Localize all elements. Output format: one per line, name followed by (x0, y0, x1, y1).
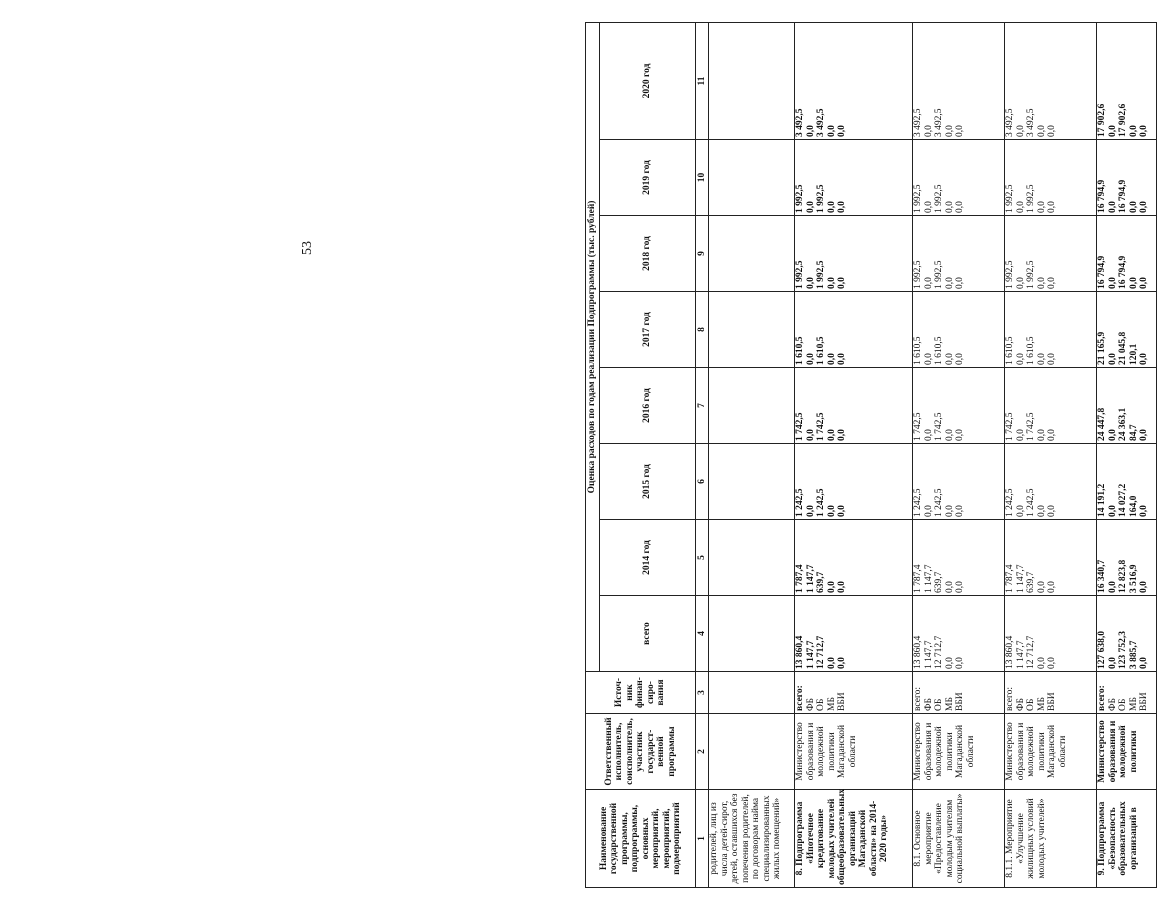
amount-cell: 12 712,7 (934, 635, 944, 669)
amount-cell: 3 492,5 (1005, 108, 1015, 137)
year-values (795, 216, 913, 292)
amount-cell: 0,0 (1139, 277, 1149, 289)
amount-cell: 0,0 (1036, 201, 1047, 213)
column-index: 3 (696, 672, 709, 714)
total-values (913, 596, 1005, 672)
section-executor: Министерство образования и молодежной политики (1097, 714, 1157, 790)
amount-cell: 1 242,5 (795, 488, 805, 517)
funding-source: всего: (1097, 685, 1107, 711)
header-year: 2020 год (600, 22, 696, 139)
amount-cell: 13 860,4 (1005, 635, 1015, 669)
amount-cell: 16 794,9 (1118, 255, 1128, 289)
amount-cell: 1 242,5 (1005, 488, 1015, 517)
amount-cell: 0,0 (1139, 505, 1149, 517)
amount-cell: 17 902,6 (1118, 103, 1128, 137)
column-index: 7 (696, 368, 709, 444)
amount-cell: 0,0 (1036, 125, 1047, 137)
year-values (795, 140, 913, 216)
amount-cell: 1 742,5 (1005, 412, 1015, 441)
funding-source: ОБ (1118, 698, 1128, 711)
amount-cell: 16 340,7 (1097, 559, 1107, 593)
column-index: 11 (696, 22, 709, 139)
amount-cell: 0,0 (923, 353, 934, 365)
amount-cell: 0,0 (805, 277, 816, 289)
amount-cell: 0,0 (955, 657, 965, 669)
year-values (1005, 444, 1097, 520)
amount-cell: 1 242,5 (816, 488, 826, 517)
amount-cell: 0,0 (944, 581, 955, 593)
amount-cell: 0,0 (923, 505, 934, 517)
funding-source: ОБ (816, 698, 826, 711)
amount-cell: 123 752,3 (1118, 631, 1128, 669)
funding-source: МБ (826, 697, 837, 711)
amount-cell: 1 992,5 (913, 260, 923, 289)
amount-cell: 3 492,5 (816, 108, 826, 137)
amount-cell: 0,0 (955, 429, 965, 441)
amount-cell: 0,0 (1015, 201, 1026, 213)
amount-cell: 0,0 (1036, 581, 1047, 593)
amount-cell: 1 610,5 (816, 336, 826, 365)
year-values (795, 444, 913, 520)
amount-cell: 3 492,5 (795, 108, 805, 137)
header-name: Наименование государственной программы, подпрограммы, основных мероприятий, мероприятий, подмероприятий (586, 790, 696, 888)
amount-cell: 1 610,5 (795, 336, 805, 365)
amount-cell: 1 992,5 (913, 184, 923, 213)
amount-cell: 0,0 (1047, 125, 1057, 137)
column-index: 10 (696, 140, 709, 216)
column-index: 4 (696, 596, 709, 672)
column-index: 5 (696, 520, 709, 596)
amount-cell: 84,7 (1128, 424, 1139, 441)
year-values (1005, 216, 1097, 292)
amount-cell: 3 885,7 (1128, 640, 1139, 669)
amount-cell: 0,0 (955, 201, 965, 213)
year-values (1005, 368, 1097, 444)
amount-cell: 0,0 (944, 201, 955, 213)
amount-cell: 0,0 (1139, 657, 1149, 669)
section-name: 9. Подпрограмма «Безопасность образовательных организаций в (1097, 790, 1157, 888)
amount-cell: 1 742,5 (816, 412, 826, 441)
column-index: 6 (696, 444, 709, 520)
year-values (795, 22, 913, 139)
amount-cell: 0,0 (1036, 657, 1047, 669)
amount-cell: 0,0 (1107, 277, 1118, 289)
amount-cell: 1 742,5 (913, 412, 923, 441)
section-name: 8.1. Основное мероприятие «Предоставление молодым учителям социальной выплаты» (913, 790, 1005, 888)
funding-source: МБ (1128, 697, 1139, 711)
year-values (795, 368, 913, 444)
amount-cell: 0,0 (1128, 201, 1139, 213)
section-executor: Министерство образования и молодежной политики Магаданской области (913, 714, 1005, 790)
amount-cell: 0,0 (1036, 277, 1047, 289)
section-executor: Министерство образования и молодежной политики Магаданской области (795, 714, 913, 790)
header-executor: Ответственный исполнитель, соисполнитель, участник государст-венной программы (586, 714, 696, 790)
year-values (1097, 140, 1157, 216)
amount-cell: 0,0 (805, 201, 816, 213)
amount-cell: 0,0 (955, 581, 965, 593)
amount-cell: 14 027,2 (1118, 483, 1128, 517)
funding-source: МБ (1036, 697, 1047, 711)
funding-source: ВБИ (1047, 692, 1057, 711)
amount-cell: 0,0 (837, 657, 847, 669)
amount-cell: 0,0 (837, 125, 847, 137)
amount-cell: 1 147,7 (1015, 564, 1026, 593)
year-values (913, 444, 1005, 520)
total-values (795, 596, 913, 672)
amount-cell: 0,0 (1015, 429, 1026, 441)
header-year: 2018 год (600, 216, 696, 292)
sections-body (795, 22, 1157, 887)
funding-source: ОБ (934, 698, 944, 711)
amount-cell: 0,0 (837, 353, 847, 365)
header-total: всего (600, 596, 696, 672)
section-row (913, 22, 1005, 887)
amount-cell: 16 794,9 (1097, 179, 1107, 213)
amount-cell: 0,0 (1107, 581, 1118, 593)
budget-table-rotated (585, 23, 1149, 888)
amount-cell: 0,0 (955, 505, 965, 517)
amount-cell: 0,0 (1015, 353, 1026, 365)
year-values (1005, 22, 1097, 139)
amount-cell: 3 492,5 (913, 108, 923, 137)
amount-cell: 0,0 (1047, 581, 1057, 593)
amount-cell: 1 992,5 (934, 184, 944, 213)
continuation-text: родителей, лиц из числа детей-сирот, детей, оставшихся без попечения родителей, по договорам найма специализированных жилых помещений» (709, 790, 795, 888)
amount-cell: 0,0 (826, 201, 837, 213)
amount-cell: 1 610,5 (913, 336, 923, 365)
amount-cell: 1 992,5 (795, 184, 805, 213)
amount-cell: 0,0 (1107, 657, 1118, 669)
amount-cell: 3 492,5 (934, 108, 944, 137)
amount-cell: 1 147,7 (805, 564, 816, 593)
amount-cell: 0,0 (826, 505, 837, 517)
page-number: 53 (300, 241, 315, 255)
amount-cell: 1 787,4 (795, 564, 805, 593)
amount-cell: 0,0 (1036, 505, 1047, 517)
amount-cell: 0,0 (923, 125, 934, 137)
amount-cell: 0,0 (1047, 201, 1057, 213)
funding-sources (913, 672, 1005, 714)
section-row (795, 22, 913, 887)
funding-source: ОБ (1026, 698, 1036, 711)
amount-cell: 12 823,8 (1118, 559, 1128, 593)
amount-cell: 16 794,9 (1118, 179, 1128, 213)
amount-cell: 0,0 (1047, 657, 1057, 669)
amount-cell: 0,0 (826, 657, 837, 669)
header-year: 2014 год (600, 520, 696, 596)
header-estimate: Оценка расходов по годам реализации Подпрограммы (тыс. рублей) (586, 22, 600, 671)
amount-cell: 0,0 (1139, 201, 1149, 213)
amount-cell: 0,0 (1015, 277, 1026, 289)
section-name: 8. Подпрограмма «Ипотечное кредитование молодых учителей общеобразовательных организаций Магаданской области» на 2014-2020 годы» (795, 790, 913, 888)
column-index: 2 (696, 714, 709, 790)
header-year: 2016 год (600, 368, 696, 444)
funding-source: ФБ (1107, 698, 1118, 711)
amount-cell: 0,0 (1128, 277, 1139, 289)
amount-cell: 16 794,9 (1097, 255, 1107, 289)
amount-cell: 0,0 (1139, 429, 1149, 441)
amount-cell: 0,0 (1107, 125, 1118, 137)
amount-cell: 21 165,9 (1097, 331, 1107, 365)
year-values (1005, 140, 1097, 216)
year-values (1097, 292, 1157, 368)
amount-cell: 0,0 (955, 277, 965, 289)
funding-source: всего: (913, 686, 923, 711)
amount-cell: 0,0 (1128, 125, 1139, 137)
amount-cell: 0,0 (923, 429, 934, 441)
amount-cell: 1 147,7 (923, 640, 934, 669)
year-values (913, 292, 1005, 368)
amount-cell: 1 147,7 (1015, 640, 1026, 669)
year-values (1097, 368, 1157, 444)
amount-cell: 1 992,5 (1005, 184, 1015, 213)
amount-cell: 1 992,5 (795, 260, 805, 289)
amount-cell: 1 742,5 (795, 412, 805, 441)
amount-cell: 0,0 (944, 505, 955, 517)
amount-cell: 1 992,5 (934, 260, 944, 289)
amount-cell: 0,0 (826, 125, 837, 137)
amount-cell: 1 992,5 (1026, 260, 1036, 289)
amount-cell: 0,0 (1107, 353, 1118, 365)
section-row (1005, 22, 1097, 887)
amount-cell: 1 992,5 (1026, 184, 1036, 213)
amount-cell: 639,7 (934, 571, 944, 593)
year-values (795, 292, 913, 368)
amount-cell: 0,0 (805, 353, 816, 365)
year-values (913, 520, 1005, 596)
amount-cell: 0,0 (1036, 429, 1047, 441)
budget-table (585, 22, 1157, 888)
amount-cell: 0,0 (805, 125, 816, 137)
amount-cell: 1 787,4 (1005, 564, 1015, 593)
header-year: 2017 год (600, 292, 696, 368)
total-values (1005, 596, 1097, 672)
year-values (913, 22, 1005, 139)
year-values (795, 520, 913, 596)
year-values (1097, 22, 1157, 139)
amount-cell: 0,0 (837, 505, 847, 517)
amount-cell: 1 742,5 (934, 412, 944, 441)
amount-cell: 0,0 (826, 353, 837, 365)
year-values (1097, 216, 1157, 292)
amount-cell: 1 610,5 (1005, 336, 1015, 365)
amount-cell: 13 860,4 (795, 635, 805, 669)
amount-cell: 0,0 (1139, 581, 1149, 593)
amount-cell: 0,0 (923, 277, 934, 289)
year-values (1005, 520, 1097, 596)
amount-cell: 0,0 (1047, 353, 1057, 365)
amount-cell: 1 742,5 (1026, 412, 1036, 441)
section-executor: Министерство образования и молодежной политики Магаданской области (1005, 714, 1097, 790)
amount-cell: 13 860,4 (913, 635, 923, 669)
amount-cell: 120,1 (1128, 343, 1139, 365)
funding-source: ВБИ (955, 692, 965, 711)
amount-cell: 1 242,5 (913, 488, 923, 517)
amount-cell: 0,0 (837, 201, 847, 213)
amount-cell: 21 045,8 (1118, 331, 1128, 365)
amount-cell: 0,0 (805, 429, 816, 441)
amount-cell: 24 363,1 (1118, 407, 1128, 441)
funding-source: всего: (795, 685, 805, 711)
year-values (913, 368, 1005, 444)
amount-cell: 0,0 (826, 277, 837, 289)
amount-cell: 127 638,0 (1097, 631, 1107, 669)
amount-cell: 0,0 (826, 429, 837, 441)
amount-cell: 17 902,6 (1097, 103, 1107, 137)
year-values (1097, 520, 1157, 596)
amount-cell: 0,0 (923, 201, 934, 213)
amount-cell: 0,0 (837, 429, 847, 441)
amount-cell: 12 712,7 (1026, 635, 1036, 669)
section-name: 8.1.1. Мероприятие «Улучшение жилищных условий молодых учителей» (1005, 790, 1097, 888)
funding-sources (1097, 672, 1157, 714)
amount-cell: 1 242,5 (1026, 488, 1036, 517)
total-values (1097, 596, 1157, 672)
amount-cell: 3 492,5 (1026, 108, 1036, 137)
column-index: 1 (696, 790, 709, 888)
amount-cell: 12 712,7 (816, 635, 826, 669)
amount-cell: 1 992,5 (1005, 260, 1015, 289)
amount-cell: 1 610,5 (1026, 336, 1036, 365)
amount-cell: 1 610,5 (934, 336, 944, 365)
amount-cell: 0,0 (1047, 429, 1057, 441)
amount-cell: 164,0 (1128, 495, 1139, 517)
amount-cell: 639,7 (1026, 571, 1036, 593)
amount-cell: 0,0 (944, 353, 955, 365)
amount-cell: 0,0 (1139, 125, 1149, 137)
amount-cell: 0,0 (837, 277, 847, 289)
funding-source: ФБ (805, 698, 816, 711)
amount-cell: 0,0 (1015, 125, 1026, 137)
column-index: 9 (696, 216, 709, 292)
amount-cell: 0,0 (944, 657, 955, 669)
amount-cell: 0,0 (955, 353, 965, 365)
header-year: 2015 год (600, 444, 696, 520)
amount-cell: 0,0 (826, 581, 837, 593)
funding-source: ВБИ (837, 692, 847, 711)
amount-cell: 0,0 (1107, 201, 1118, 213)
amount-cell: 14 191,2 (1097, 483, 1107, 517)
amount-cell: 0,0 (805, 505, 816, 517)
year-values (1097, 444, 1157, 520)
year-values (913, 216, 1005, 292)
amount-cell: 1 787,4 (913, 564, 923, 593)
amount-cell: 1 242,5 (934, 488, 944, 517)
amount-cell: 1 992,5 (816, 184, 826, 213)
amount-cell: 24 447,8 (1097, 407, 1107, 441)
amount-cell: 0,0 (1047, 277, 1057, 289)
funding-source: МБ (944, 697, 955, 711)
column-index: 8 (696, 292, 709, 368)
amount-cell: 0,0 (1015, 505, 1026, 517)
funding-source: ФБ (1015, 698, 1026, 711)
amount-cell: 0,0 (1107, 505, 1118, 517)
header-year: 2019 год (600, 140, 696, 216)
amount-cell: 0,0 (944, 277, 955, 289)
funding-source: ФБ (923, 698, 934, 711)
amount-cell: 639,7 (816, 571, 826, 593)
funding-source: ВБИ (1139, 692, 1149, 711)
amount-cell: 3 516,9 (1128, 564, 1139, 593)
amount-cell: 1 147,7 (805, 640, 816, 669)
amount-cell: 0,0 (955, 125, 965, 137)
amount-cell: 0,0 (837, 581, 847, 593)
amount-cell: 0,0 (1107, 429, 1118, 441)
year-values (913, 140, 1005, 216)
funding-sources (795, 672, 913, 714)
amount-cell: 0,0 (944, 125, 955, 137)
header-source: Источ-ник финан-сиро-вания (586, 672, 696, 714)
amount-cell: 0,0 (1139, 353, 1149, 365)
section-row (1097, 22, 1157, 887)
amount-cell: 0,0 (944, 429, 955, 441)
amount-cell: 0,0 (1047, 505, 1057, 517)
amount-cell: 1 147,7 (923, 564, 934, 593)
amount-cell: 0,0 (1036, 353, 1047, 365)
funding-source: всего: (1005, 686, 1015, 711)
funding-sources (1005, 672, 1097, 714)
amount-cell: 1 992,5 (816, 260, 826, 289)
year-values (1005, 292, 1097, 368)
